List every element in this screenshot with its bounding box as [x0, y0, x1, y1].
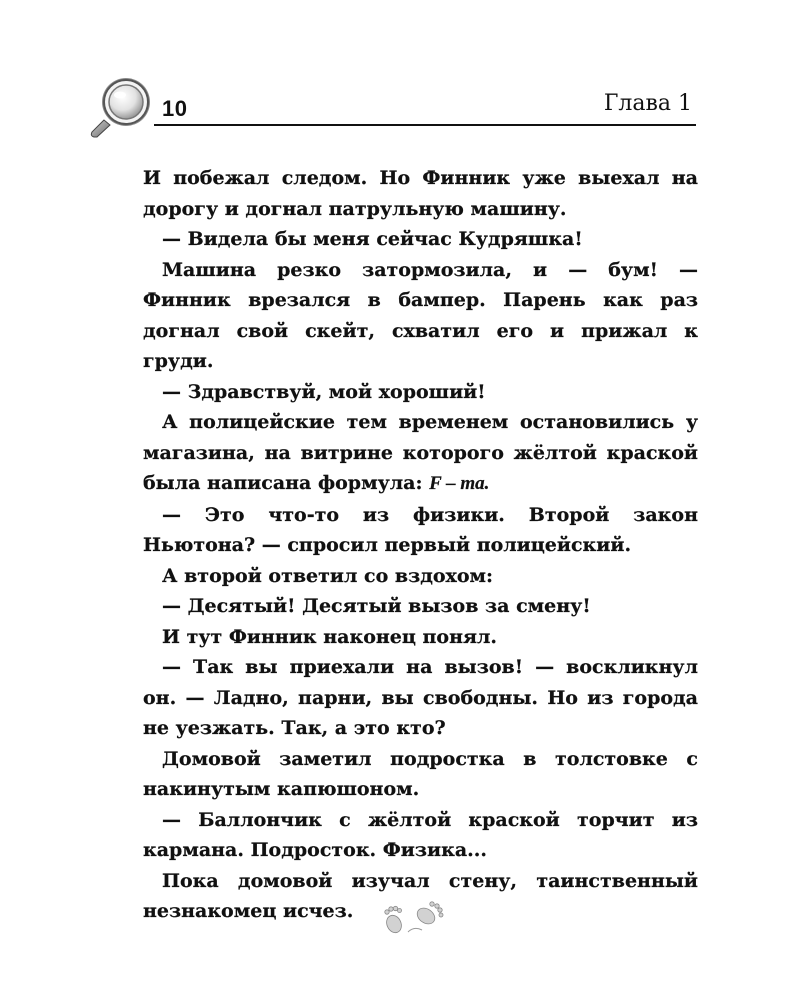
paragraph: — Так вы приехали на вызов! — воскликнул он. — Ладно, парни, вы свободны. Но из города не уезжать. Так, а это кто? [143, 656, 698, 739]
paragraph: Машина резко затормозила, и — бум! — Финник врезался в бампер. Парень как раз догнал свой скейт, схватил его и прижал к груди. [143, 258, 698, 372]
page-number: 10 [162, 96, 188, 121]
paragraph: — Это что-то из физики. Второй закон Ньютона? — спросил первый полицейский. [143, 503, 698, 556]
body-text [143, 163, 698, 927]
paragraph: А второй ответил со вздохом: [162, 564, 494, 587]
paragraph: И тут Финник наконец понял. [162, 625, 498, 648]
page-header [0, 0, 800, 140]
paragraph: И побежал следом. Но Финник уже выехал на дорогу и догнал патрульную машину. [143, 167, 698, 220]
footprints-icon [380, 898, 452, 938]
paragraph: — Здравствуй, мой хороший! [162, 380, 486, 403]
paragraph-with-formula [143, 407, 698, 500]
formula: F – ma. [429, 473, 490, 494]
paragraph: — Десятый! Десятый вызов за смену! [162, 595, 591, 617]
header-rule [154, 124, 696, 126]
paragraph: Пока домовой изучал стену, таинственный незнакомец исчез. [143, 869, 698, 922]
paragraph: — Видела бы меня сейчас Кудряшка! [162, 228, 583, 250]
magnifier-icon [88, 74, 168, 140]
paragraph: — Баллончик с жёлтой краской торчит из кармана. Подросток. Физика... [143, 808, 698, 861]
paragraph: Домовой заметил подростка в толстовке с накинутым капюшоном. [143, 747, 698, 800]
chapter-title: Глава 1 [603, 91, 692, 116]
paragraph-text: А полицейские тем временем остановились у магазина, на витрине которого жёлтой краской была написана формула: [143, 411, 698, 494]
